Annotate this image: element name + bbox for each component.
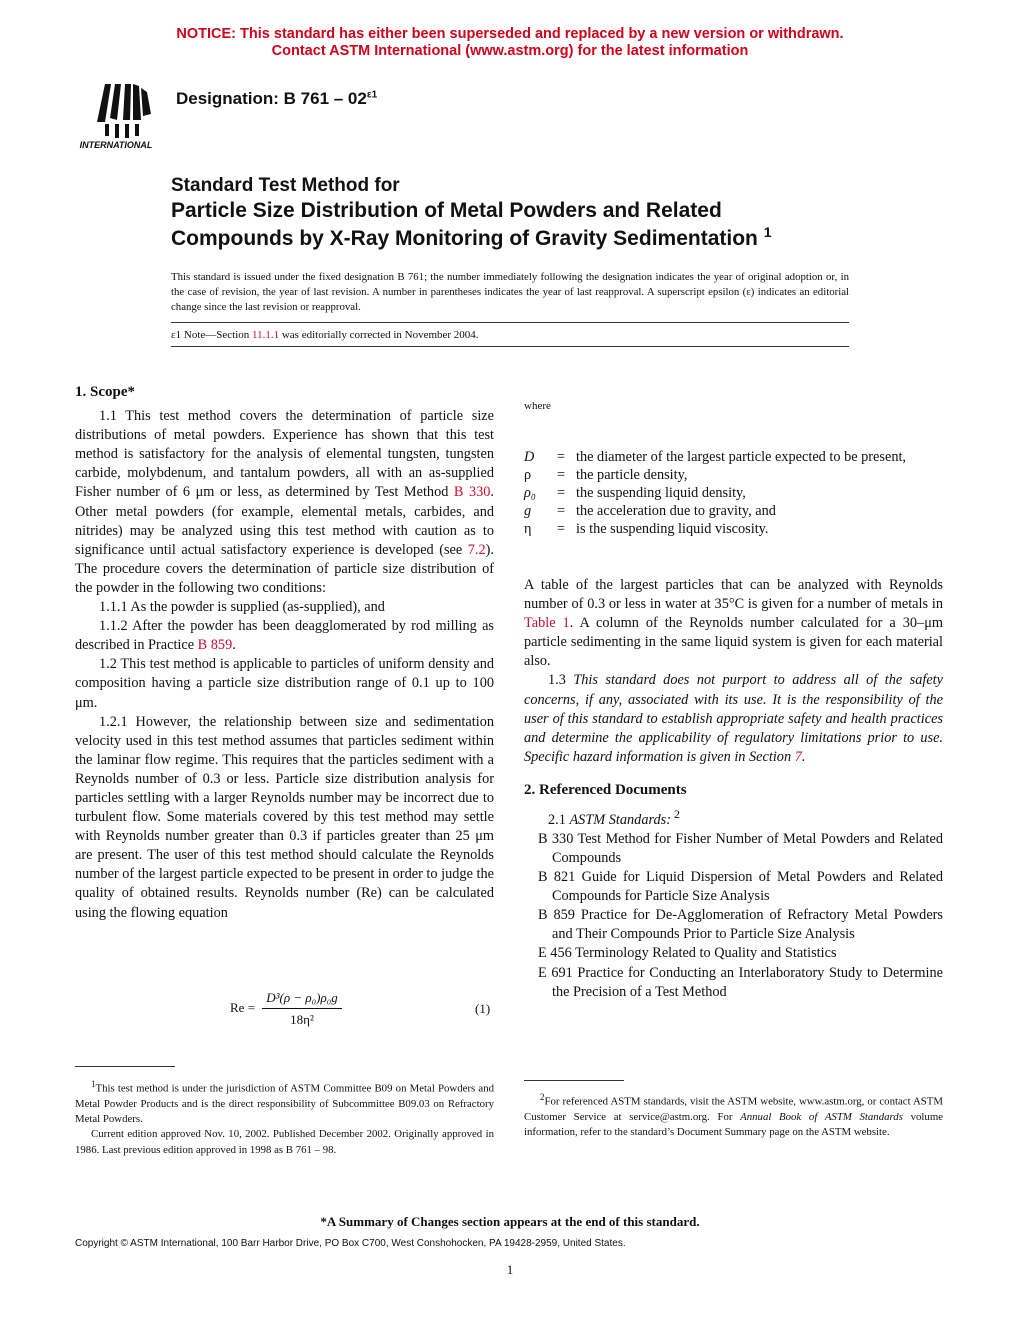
fn1-text-b: Current edition approved Nov. 10, 2002. Published December 2002. Originally approved in 1986. Last previous edition approved in 1998 as B 761 – 98.: [75, 1128, 494, 1156]
scope-1-1-a: 1.1 This test method covers the determination of particle size distributions of metal powders. Experience has shown that this test method is satisfactory for the analysis of elemental tungsten, tungsten carbide, molybdenum, and tantalum powders, all with an as-supplied Fisher number of 6 μm or less, as determined by Test Method: [75, 408, 494, 501]
var-eq: =: [556, 467, 566, 483]
link-b330[interactable]: B 330: [453, 484, 491, 501]
var-symbol: ρ₀: [524, 485, 536, 501]
divider-top: [171, 322, 849, 323]
designation-label: Designation: B 761 – 02: [176, 89, 367, 108]
copyright: Copyright © ASTM International, 100 Barr Harbor Drive, PO Box C700, West Conshohocken, PA 19428-2959, United States.: [75, 1238, 626, 1249]
var-eq: =: [556, 521, 566, 537]
scope-1-1-c: ). The procedure covers the determination of particle size distribution of the powder in the following two conditions:: [75, 541, 494, 596]
issued-statement: This standard is issued under the fixed designation B 761; the number immediately following the designation indicates the year of original adoption or, in the case of revision, the year of last revision. A number in parentheses indicates the year of last reapproval. A superscript epsilon (ε) indicates an editorial change since the last revision or reapproval.: [171, 271, 849, 313]
equation-number: (1): [475, 1001, 491, 1016]
title-line-3: [171, 224, 772, 251]
divider-bottom: [171, 346, 849, 347]
title-footnote-mark: 1: [763, 224, 772, 240]
scope-1-2-1: 1.2.1 However, the relationship between size and sedimentation velocity used in this test method assumes that particles sediment within the laminar flow regime. This requires that the particles sediment with a Reynolds number of 0.3 or less. Particle size distribution analysis for particles settling with a larger Reynolds number may be incorrect due to turbulent flow. Some materials covered by this test method may settle with Reynolds number greater than 0.3 if particles greater than 25 μm are present. The user of this test method should calculate the Reynolds number of the largest particle expected to be present in order to judge the quality of obtained results. Reynolds number (Re) can be calculated using the flowing equation: [75, 713, 494, 921]
fn2-mark: 2: [540, 1092, 545, 1102]
ref-item[interactable]: E 456 Terminology Related to Quality and Statistics: [538, 945, 837, 962]
scope-1-3-b: .: [801, 748, 806, 765]
var-desc: the particle density,: [576, 467, 688, 483]
refs-sub-title: ASTM Standards:: [569, 811, 671, 828]
summary-note: *A Summary of Changes section appears at the end of this standard.: [320, 1214, 700, 1229]
scope-1-1-1: 1.1.1 As the powder is supplied (as-supplied), and: [99, 599, 385, 616]
logo-wordmark: INTERNATIONAL: [79, 140, 153, 150]
refs-sub: [524, 805, 943, 830]
scope-1-1-2-b: .: [232, 637, 236, 654]
var-eq: =: [556, 485, 566, 501]
designation: [176, 89, 377, 109]
right-column: [524, 576, 943, 1002]
refs-sub-sup: 2: [671, 807, 680, 822]
link-b859[interactable]: B 859: [197, 637, 233, 654]
scope-1-1-b: . Other metal powders (for example, elemental metals, carbides, and nitrides) may be analyzed using this test method with caution as to significance until actual satisfactory experience is developed (see: [75, 484, 494, 558]
refs-sub-num: 2.1: [548, 811, 570, 828]
left-column: [75, 383, 494, 923]
title-line-2: Particle Size Distribution of Metal Powders and Related: [171, 199, 722, 222]
scope-1-3-a: This standard does not purport to address all of the safety concerns, if any, associated with its use. It is the responsibility of the user of this standard to establish appropriate safety and health practices and determine the applicability of regulatory limitations prior to use. Specific hazard information is given in Section: [524, 672, 943, 765]
ref-item[interactable]: B 330 Test Method for Fisher Number of Metal Powders and Related Compounds: [538, 830, 943, 866]
var-eq: =: [556, 503, 566, 519]
link-section-7[interactable]: 7: [794, 748, 802, 765]
var-desc: is the suspending liquid viscosity.: [576, 521, 769, 537]
ref-item[interactable]: E 691 Practice for Conducting an Interlaboratory Study to Determine the Precision of a Test Method: [538, 964, 943, 1000]
scope-1-1: [75, 407, 494, 598]
var-symbol: η: [524, 521, 532, 537]
note-link[interactable]: 11.1.1: [252, 329, 280, 341]
astm-logo-icon: [75, 76, 165, 150]
equation-numerator: D³(ρ − ρ₀)ρ₀g: [266, 990, 338, 1005]
scope-heading: 1. Scope*: [75, 384, 135, 400]
notice-line-2: Contact ASTM International (www.astm.org) for the latest information: [271, 43, 749, 59]
var-desc: the diameter of the largest particle expected to be present,: [576, 449, 907, 465]
var-eq: =: [556, 449, 566, 465]
var-row: [524, 484, 944, 502]
astm-logo: [75, 76, 165, 150]
var-symbol: D: [524, 449, 535, 465]
var-symbol: g: [524, 503, 532, 519]
refs-heading: 2. Referenced Documents: [524, 781, 687, 798]
fn1-text: This test method is under the jurisdiction of ASTM Committee B09 on Metal Powders and Metal Powder Products and is the direct responsibility of Subcommittee B09.03 on Refractory Metal Powders.: [75, 1082, 494, 1126]
footnote-rule-left: [75, 1066, 175, 1067]
table-paragraph-a: A table of the largest particles that can be analyzed with Reynolds number of 0.3 or less in water at 35°C is given for a number of metals in: [524, 577, 943, 613]
link-7-2[interactable]: 7.2: [467, 541, 486, 558]
fn2-italic: Annual Book of ASTM Standards: [740, 1110, 903, 1123]
scope-1-1-2: [75, 617, 494, 655]
equation-denominator: 18η²: [290, 1012, 314, 1027]
equation-fraction-bar: [262, 1008, 342, 1009]
scope-1-3-num: 1.3: [548, 672, 574, 689]
scope-1-3: [524, 671, 943, 766]
var-row: [524, 520, 944, 538]
equation-lhs: Re =: [230, 1000, 256, 1015]
scope-1-1-2-a: 1.1.2 After the powder has been deagglomerated by rod milling as described in Practice: [75, 618, 494, 654]
note-suffix: was editorially corrected in November 2004.: [279, 329, 479, 341]
var-desc: the acceleration due to gravity, and: [576, 503, 776, 519]
scope-1-2: 1.2 This test method is applicable to particles of uniform density and composition having a particle size distribution range of 0.1 up to 100 μm.: [75, 656, 494, 711]
fn2-text-b: volume information, refer to the standard’s Document Summary page on the ASTM website.: [524, 1110, 944, 1139]
designation-sup: ε1: [366, 89, 378, 101]
note-prefix: ε1 Note—Section: [171, 329, 252, 341]
table-paragraph: [524, 576, 943, 671]
link-table-1[interactable]: Table 1: [524, 615, 570, 632]
fn2-text-a: For referenced ASTM standards, visit the ASTM website, www.astm.org, or contact ASTM Customer Service at service@astm.org. For: [524, 1095, 943, 1123]
title-line-3-text: Compounds by X-Ray Monitoring of Gravity Sedimentation: [171, 227, 758, 250]
table-paragraph-b: . A column of the Reynolds number calculated for a 30–μm particle sedimenting in the same liquid system is given for each material also.: [524, 615, 943, 670]
fn1-mark: 1: [91, 1079, 96, 1089]
ref-item[interactable]: B 821 Guide for Liquid Dispersion of Metal Powders and Related Compounds for Particle Size Analysis: [538, 869, 943, 905]
footnote-2: [524, 1090, 943, 1140]
notice-line-1: NOTICE: This standard has either been superseded and replaced by a new version or withdrawn.: [176, 26, 844, 42]
var-desc: the suspending liquid density,: [576, 485, 746, 501]
var-row: [524, 448, 944, 466]
editorial-note: [171, 329, 479, 341]
page-number: 1: [506, 1262, 514, 1277]
ref-item[interactable]: B 859 Practice for De-Agglomeration of Refractory Metal Powders and Their Compounds Prior to Particle Size Analysis: [538, 907, 943, 943]
footnote-1: [75, 1077, 494, 1158]
refs-list: [524, 830, 943, 1002]
footnote-rule-right: [524, 1080, 624, 1081]
var-row: [524, 502, 944, 520]
where-label: where: [524, 400, 551, 412]
variables-table: [524, 448, 944, 538]
var-row: [524, 466, 944, 484]
title-line-1: Standard Test Method for: [171, 175, 400, 196]
var-symbol: ρ: [524, 467, 532, 483]
